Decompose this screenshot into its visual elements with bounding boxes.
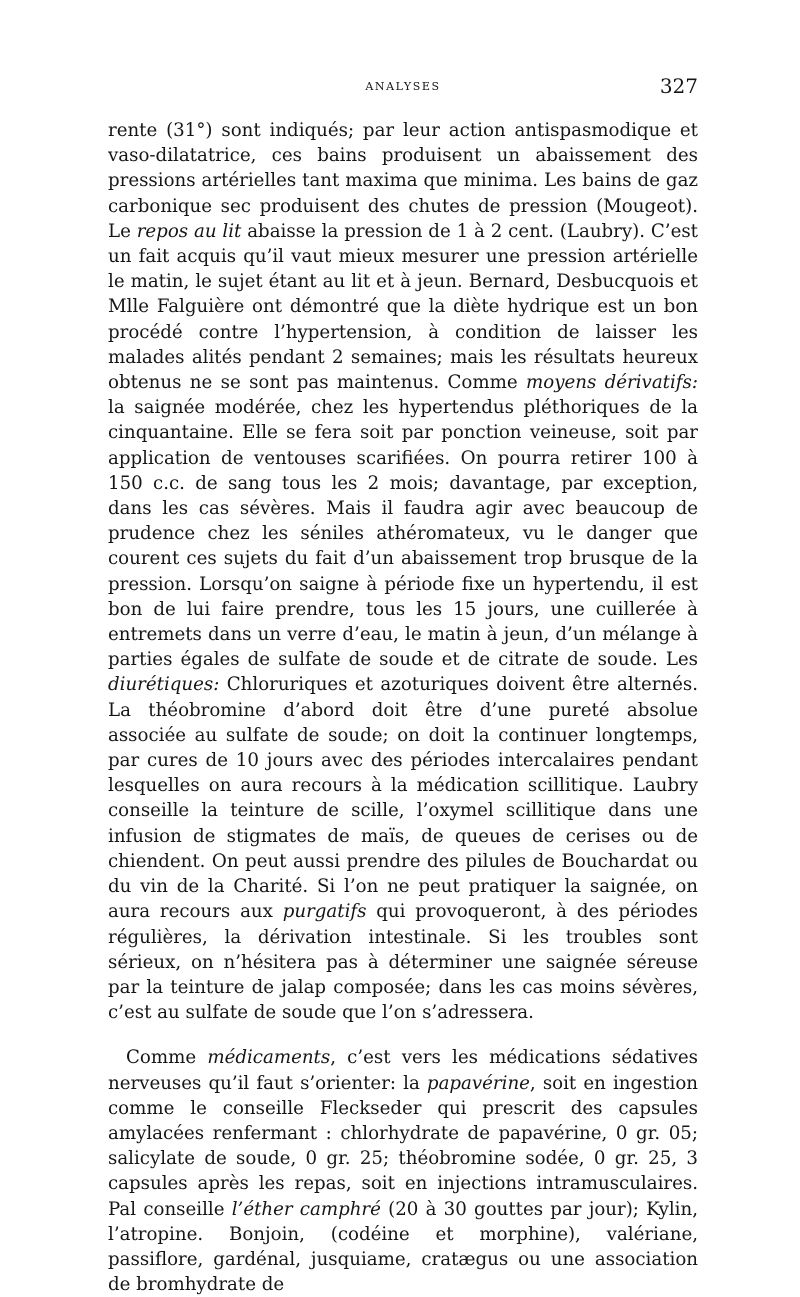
italic-term: papavérine: [426, 1072, 530, 1094]
text-run: (20 à 30 gouttes par jour); Kylin, l’atropine. Bonjoin, (codéine et morphine), valériane, passiflore, gardénal, jusquiame, cratægus ou une association de bromhydrate de: [108, 1198, 698, 1296]
text-run: , c’est vers les médications sédatives nerveuses qu’il faut s’orienter: la: [108, 1047, 699, 1094]
page-number: 327: [659, 74, 698, 98]
text-run: rente (31°) sont indiqués; par leur action antispasmodique et vaso-dilatatrice, ces bains produisent un abaissement des pressions artérielles tant maxima que minima. Les bains de gaz carbonique sec produisent des chutes de pression (Mougeot). Le: [108, 120, 698, 242]
italic-term: médicaments: [207, 1047, 331, 1069]
italic-term: purgatifs: [282, 901, 367, 923]
italic-term: repos au lit: [136, 220, 242, 242]
text-run: qui provoqueront, à des périodes régulières, la dérivation intestinale. Si les troubles sont sérieux, on n’hésitera pas à déterminer une saignée séreuse par la teinture de jalap composée; dans les cas moins sévères, c’est au sulfate de soude que l’on s’adressera.: [108, 901, 698, 1024]
text-run: Comme: [126, 1047, 208, 1069]
paragraph: [108, 118, 698, 1025]
italic-term: moyens dérivatifs:: [526, 372, 698, 394]
text-run: abaisse la pression de 1 à 2 cent. (Laubry). C’est un fait acquis qu’il vaut mieux mesurer une pression artérielle le matin, le sujet étant au lit et à jeun. Bernard, Desbucquois et Mlle Falguière ont démontré que la diète hydrique est un bon procédé contre l’hypertension, à condition de laisser les malades alités pendant 2 semaines; mais les résultats heureux obtenus ne se sont pas maintenus. Comme: [108, 220, 698, 394]
paragraph: [108, 1045, 698, 1297]
text-run: , soit en ingestion comme le conseille Fleckseder qui prescrit des capsules amylacées renfermant : chlorhydrate de papavérine, 0 gr. 05; salicylate de soude, 0 gr. 25; théobromine sodée, 0 gr. 25, 3 capsules après les repas, soit en injections intramusculaires. Pal conseille: [108, 1072, 698, 1220]
italic-term: l’éther camphré: [231, 1198, 381, 1220]
running-head: [108, 74, 698, 100]
running-head-title: ANALYSES: [365, 80, 441, 93]
text-run: Chloruriques et azoturiques doivent être alternés. La théobromine d’abord doit être d’une pureté absolue associée au sulfate de soude; on doit la continuer longtemps, par cures de 10 jours avec des périodes intercalaires pendant lesquelles on aura recours à la médication scillitique. Laubry conseille la teinture de scille, l’oxymel scillitique dans une infusion de stigmates de maïs, de queues de cerises ou de chiendent. On peut aussi prendre des pilules de Bouchardat ou du vin de la Charité. Si l’on ne peut pratiquer la saignée, on aura recours aux: [108, 674, 698, 923]
text-run: la saignée modérée, chez les hypertendus pléthoriques de la cinquantaine. Elle se fera soit par ponction veineuse, soit par application de ventouses scarifiées. On pourra retirer 100 à 150 c.c. de sang tous les 2 mois; davantage, par exception, dans les cas sévères. Mais il faudra agir avec beaucoup de prudence chez les séniles athéromateux, vu le danger que courent ces sujets du fait d’un abaissement trop brusque de la pression. Lorsqu’on saigne à période fixe un hypertendu, il est bon de lui faire prendre, tous les 15 jours, une cuillerée à entremets dans un verre d’eau, le matin à jeun, d’un mélange à parties égales de sulfate de soude et de citrate de soude. Les: [108, 397, 698, 671]
body-text: [108, 118, 698, 1297]
italic-term: diurétiques:: [108, 674, 220, 696]
